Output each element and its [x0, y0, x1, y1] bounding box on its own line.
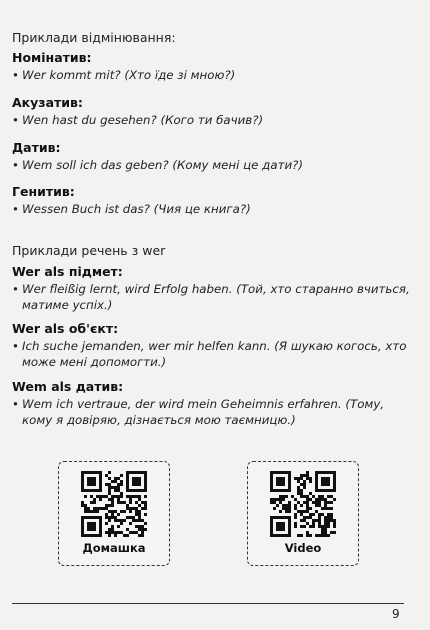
bullet-icon: • — [12, 282, 19, 296]
case-dative — [12, 140, 417, 174]
example-line — [12, 202, 417, 218]
sentence-text: Ich suche jemanden, wer mir helfen kann. (Я шукаю когось, хто може мені допомогти.) — [22, 339, 407, 369]
example-line — [12, 158, 417, 174]
example-line — [12, 113, 417, 129]
case-nominative — [12, 50, 417, 84]
qr-card-homework[interactable] — [58, 461, 170, 566]
sentence-title: Wem als датив: — [12, 379, 124, 394]
sentence-line — [12, 282, 417, 313]
qr-code-icon — [270, 471, 336, 537]
qr-label: Video — [284, 541, 322, 555]
sentence-text: Wem ich vertraue, der wird mein Geheimnis erfahren. (Тому, кому я довіряю, дізнається мою таємницю.) — [22, 397, 385, 427]
case-title: Генитив: — [12, 184, 75, 199]
declension-heading: Приклади відмінювання: — [12, 30, 176, 45]
example-translation: (Кого ти бачив?) — [160, 113, 264, 127]
case-genitive — [12, 184, 417, 218]
example-german: Wer kommt mit? — [22, 68, 121, 82]
case-title: Датив: — [12, 140, 61, 155]
case-title: Акузатив: — [12, 95, 83, 110]
bullet-icon: • — [12, 339, 19, 353]
sentence-title: Wer als підмет: — [12, 264, 123, 279]
example-german: Wem soll ich das geben? — [22, 158, 169, 172]
footer-divider — [12, 603, 404, 604]
bullet-icon: • — [12, 158, 19, 172]
sentence-object — [12, 321, 417, 370]
page-number: 9 — [392, 607, 400, 621]
bullet-icon: • — [12, 202, 19, 216]
qr-label: Домашка — [82, 541, 146, 555]
sentences-heading: Приклади речень з wer — [12, 243, 166, 258]
bullet-icon: • — [12, 68, 19, 82]
sentence-line — [12, 339, 417, 370]
sentence-title: Wer als об'єкт: — [12, 321, 119, 336]
example-translation: (Кому мені це дати?) — [172, 158, 303, 172]
bullet-icon: • — [12, 113, 19, 127]
example-translation: (Хто їде зі мною?) — [124, 68, 236, 82]
sentence-text: Wer fleißig lernt, wird Erfolg haben. (Той, хто старанно вчиться, матиме успіх.) — [22, 282, 410, 312]
case-title: Номінатив: — [12, 50, 92, 65]
example-line — [12, 68, 417, 84]
bullet-icon: • — [12, 397, 19, 411]
example-german: Wen hast du gesehen? — [22, 113, 157, 127]
sentence-subject — [12, 264, 417, 313]
qr-card-video[interactable] — [247, 461, 359, 566]
example-german: Wessen Buch ist das? — [22, 202, 150, 216]
qr-code-icon — [81, 471, 147, 537]
example-translation: (Чия це книга?) — [153, 202, 251, 216]
sentence-line — [12, 397, 417, 428]
case-accusative — [12, 95, 417, 129]
sentence-dative — [12, 379, 417, 428]
